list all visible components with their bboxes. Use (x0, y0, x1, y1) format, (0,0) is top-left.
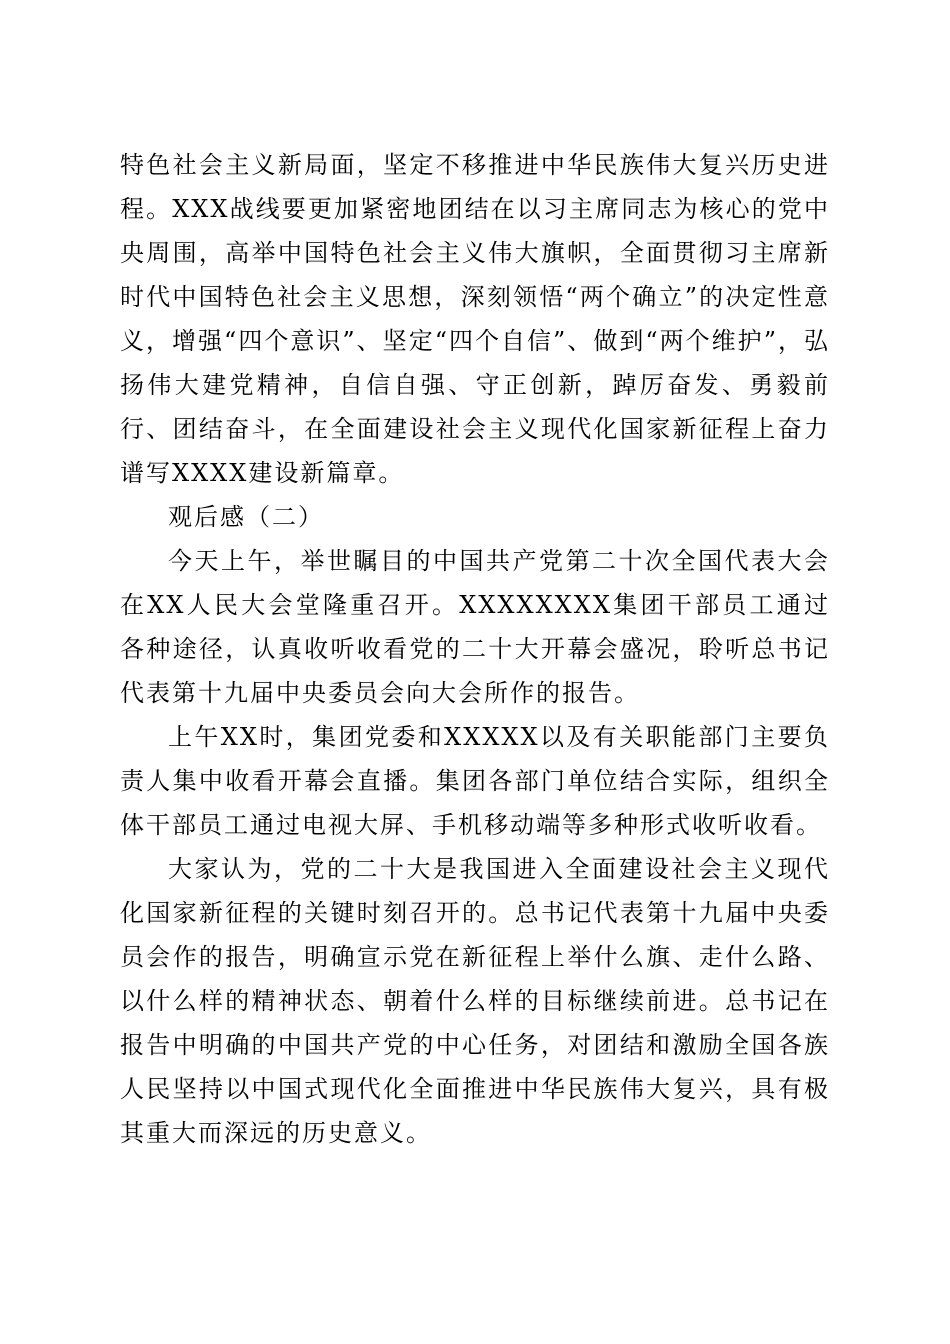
document-body (120, 143, 830, 1155)
continued-paragraph: 特色社会主义新局面，坚定不移推进中华民族伟大复兴历史进程。XXX战线要更加紧密地团结在以习主席同志为核心的党中央周围，高举中国特色社会主义伟大旗帜，全面贯彻习主席新时代中国特色社会主义思想，深刻领悟“两个确立”的决定性意义，增强“四个意识”、坚定“四个自信”、做到“两个维护”，弘扬伟大建党精神，自信自强、守正创新，踔厉奋发、勇毅前行、团结奋斗，在全面建设社会主义现代化国家新征程上奋力谱写XXXX建设新篇章。 (120, 151, 830, 487)
body-paragraph-2: 上午XX时，集团党委和XXXXX以及有关职能部门主要负责人集中收看开幕会直播。集团各部门单位结合实际，组织全体干部员工通过电视大屏、手机移动端等多种形式收听收看。 (120, 723, 830, 839)
section-heading: 观后感（二） (168, 503, 324, 531)
body-paragraph-1: 今天上午，举世瞩目的中国共产党第二十次全国代表大会在XX人民大会堂隆重召开。XXXXXXXX集团干部员工通过各种途径，认真收听收看党的二十大开幕会盛况，聆听总书记代表第十九届中央委员会向大会所作的报告。 (120, 547, 830, 707)
body-paragraph-3: 大家认为，党的二十大是我国进入全面建设社会主义现代化国家新征程的关键时刻召开的。总书记代表第十九届中央委员会作的报告，明确宣示党在新征程上举什么旗、走什么路、以什么样的精神状态、朝着什么样的目标继续前进。总书记在报告中明确的中国共产党的中心任务，对团结和激励全国各族人民坚持以中国式现代化全面推进中华民族伟大复兴，具有极其重大而深远的历史意义。 (120, 855, 830, 1147)
